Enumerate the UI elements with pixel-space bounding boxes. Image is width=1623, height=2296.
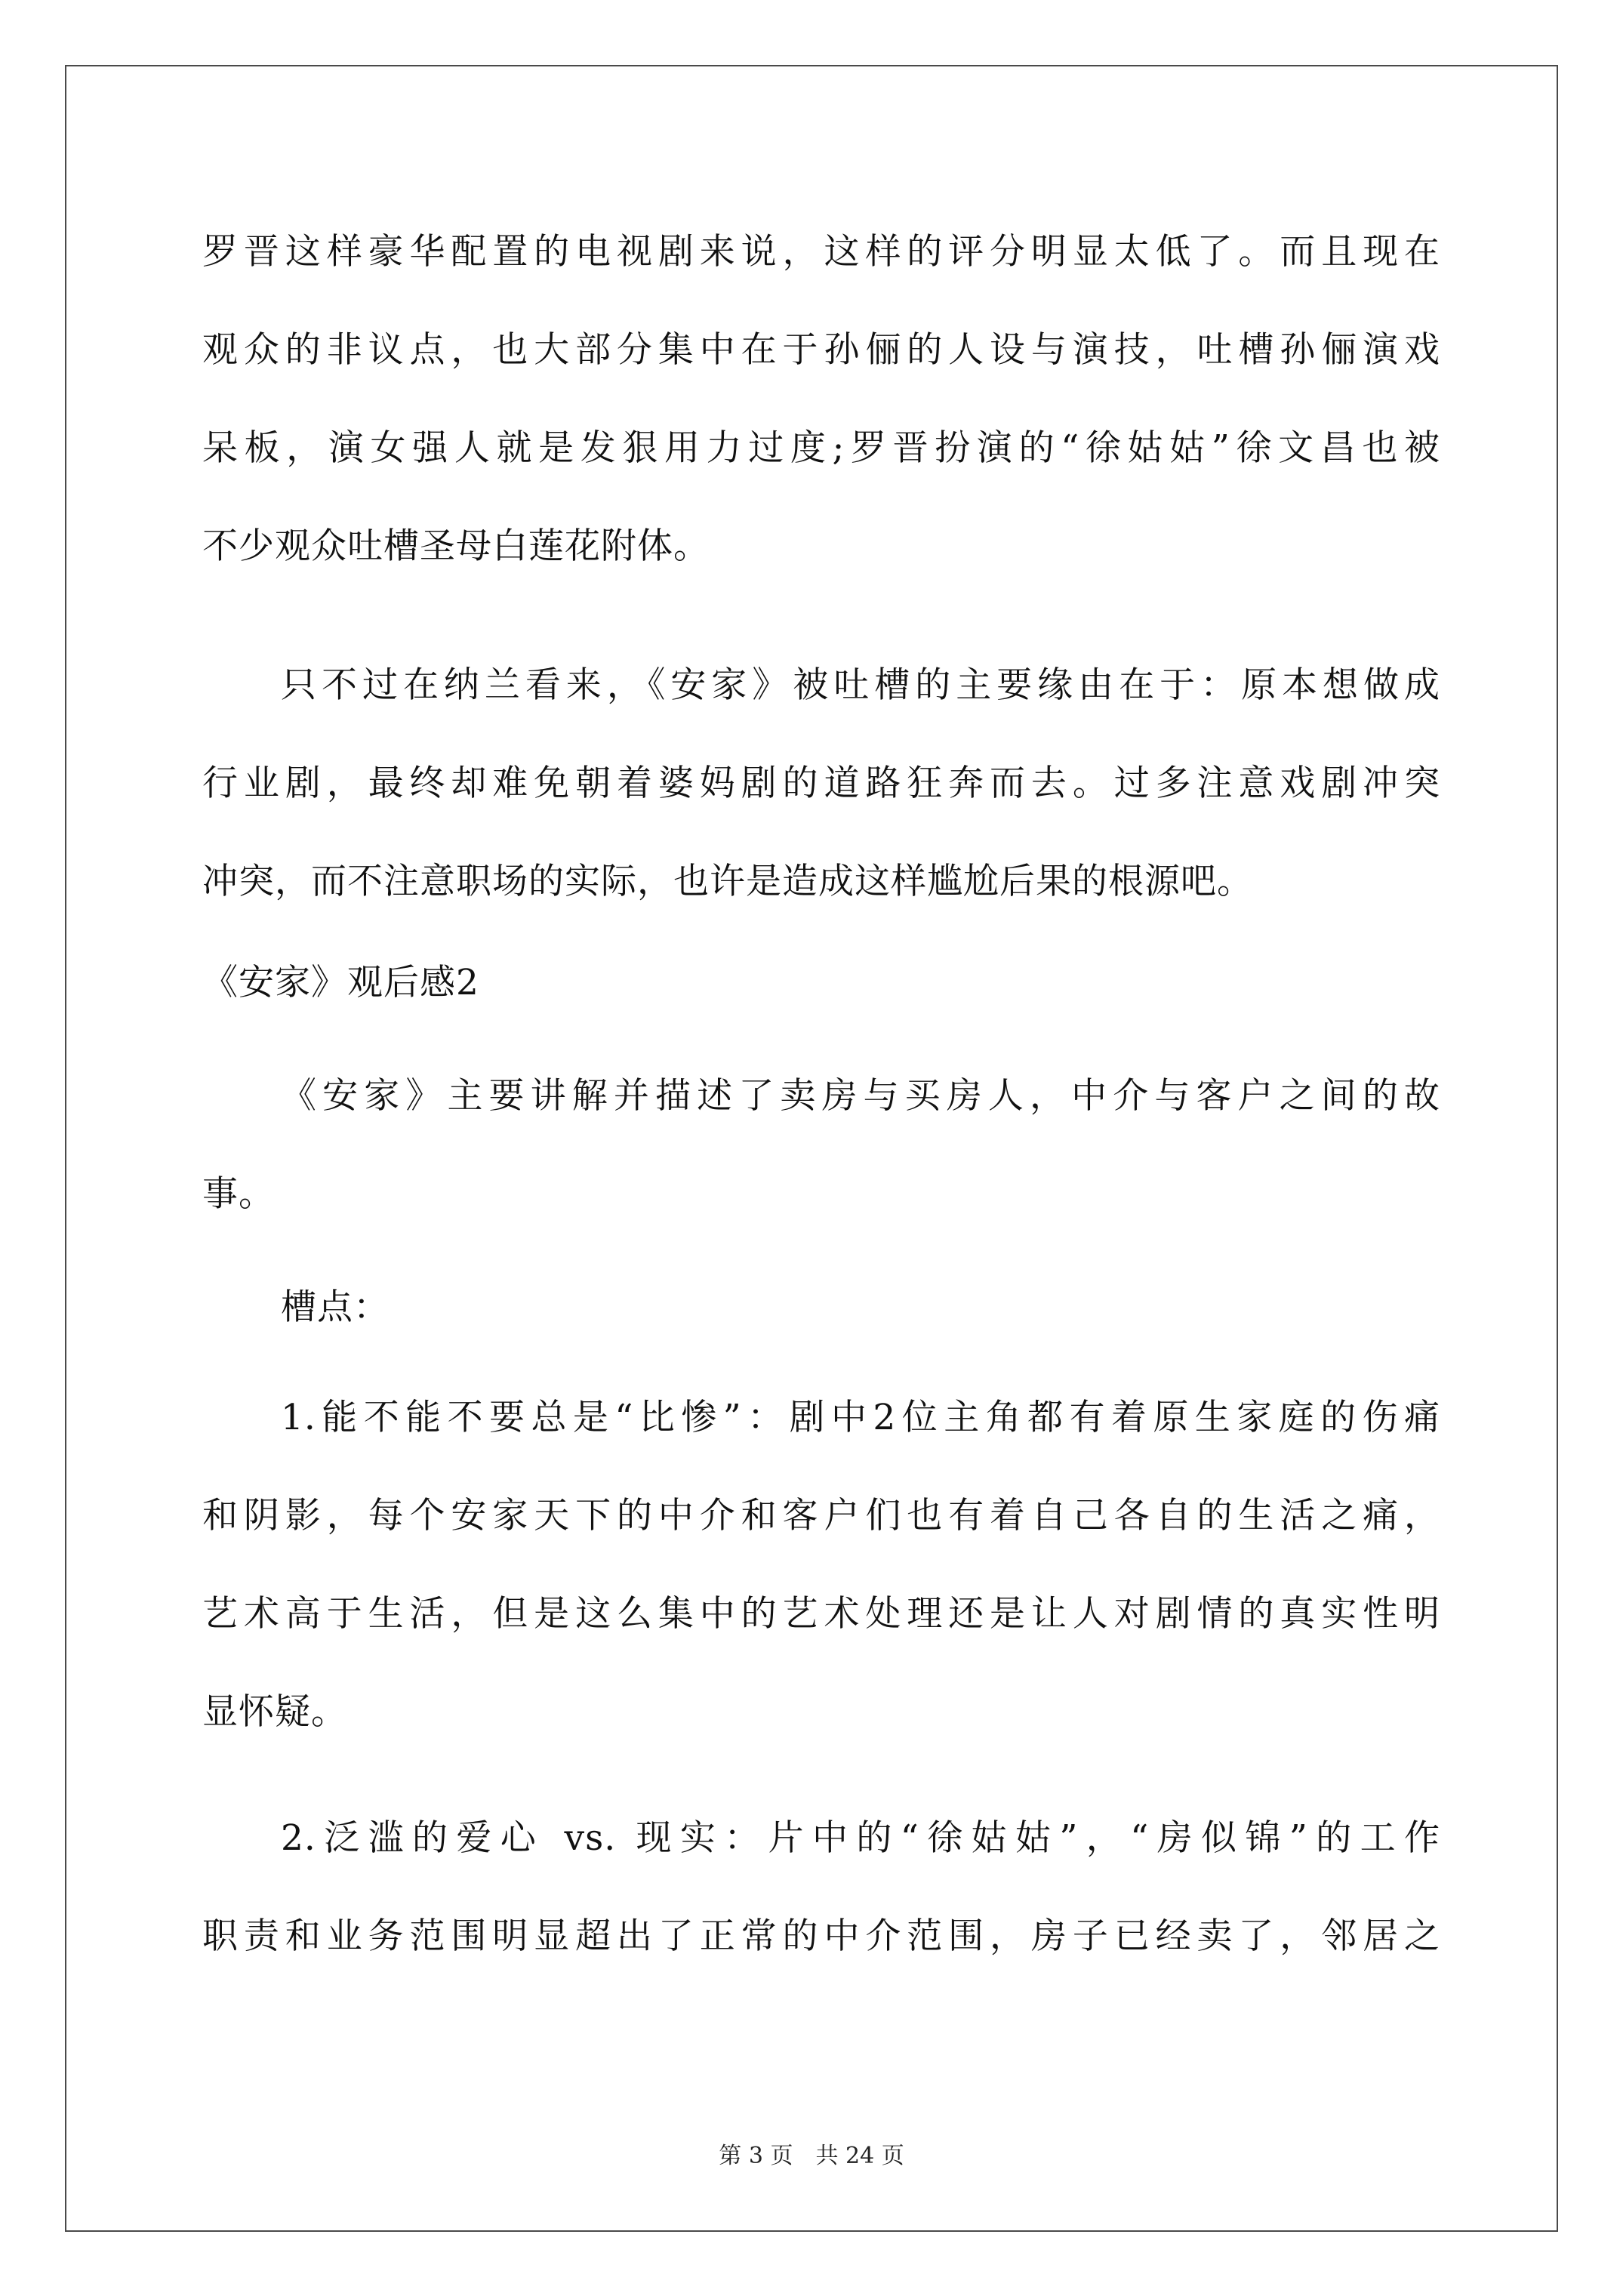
text-line: 和阴影，每个安家天下的中介和客户们也有着自己各自的生活之痛， [202,1495,1440,1536]
text-line: 事。 [202,1173,275,1215]
text-line: 罗晋这样豪华配置的电视剧来说，这样的评分明显太低了。而且现在 [202,231,1440,273]
text-line: 行业剧，最终却难免朝着婆妈剧的道路狂奔而去。过多注意戏剧冲突 [202,763,1440,804]
section-heading: 《安家》观后感2 [202,962,479,1003]
text-line: 职责和业务范围明显超出了正常的中介范围，房子已经卖了，邻居之 [202,1915,1440,1957]
text-line: 冲突，而不注意职场的实际，也许是造成这样尴尬后果的根源吧。 [202,861,1253,902]
text-line: 观众的非议点，也大部分集中在于孙俪的人设与演技，吐槽孙俪演戏 [202,329,1440,371]
paragraph-start-line: 2.泛滥的爱心 vs. 现实：片中的“徐姑姑”，“房似锦”的工作 [281,1817,1440,1859]
page-border [65,65,1558,2232]
paragraph-start-line: 只不过在纳兰看来，《安家》被吐槽的主要缘由在于：原本想做成 [281,664,1440,706]
text-line: 艺术高于生活，但是这么集中的艺术处理还是让人对剧情的真实性明 [202,1593,1440,1635]
text-line: 呆板，演女强人就是发狠用力过度;罗晋扮演的“徐姑姑”徐文昌也被 [202,427,1440,469]
page-number-footer: 第 3 页 共 24 页 [719,2143,904,2169]
paragraph-start-line: 槽点： [281,1287,390,1328]
text-line: 显怀疑。 [202,1691,347,1733]
paragraph-start-line: 《安家》主要讲解并描述了卖房与买房人，中介与客户之间的故 [281,1075,1440,1117]
text-line: 不少观众吐槽圣母白莲花附体。 [202,525,710,567]
paragraph-start-line: 1.能不能不要总是“比惨”：剧中2位主角都有着原生家庭的伤痛 [281,1397,1440,1438]
